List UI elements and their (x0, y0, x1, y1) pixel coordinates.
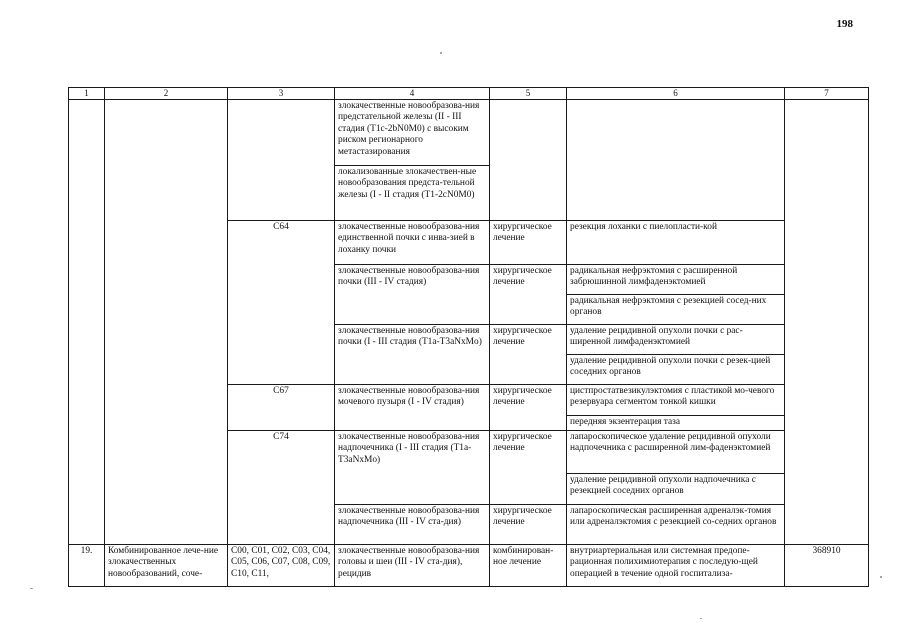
treatment-cell: хирургическое лечение (490, 325, 567, 385)
diagnosis-cell: злокачественные новообразова-ния мочевого пузыря (I - IV стадия) (335, 385, 490, 431)
scan-speck (700, 618, 702, 619)
treatment-cell: хирургическое лечение (490, 265, 567, 325)
scan-speck (30, 588, 33, 589)
medical-care-table (68, 87, 869, 587)
scan-speck (440, 52, 442, 54)
column-number: 6 (567, 88, 785, 100)
page-number: 198 (836, 18, 853, 30)
treatment-cell (490, 100, 567, 221)
column-number: 3 (228, 88, 335, 100)
code-cell (228, 100, 335, 221)
method-cell (567, 431, 785, 505)
scan-speck (880, 576, 882, 578)
group-cell: Комбинированное лече-ние злокачественных новообразований, соче- (105, 545, 228, 587)
price-cell: 368910 (785, 545, 869, 587)
method-cell: лапароскопическая расширенная адреналэк-томия или адреналэктомия с резекцией со-седних органов (567, 505, 785, 545)
diagnosis-cell: локализованные злокачествен-ные новообразования предста-тельной железы (I - II стадия (T1-2cN0M0) (335, 166, 490, 221)
column-number: 1 (69, 88, 105, 100)
column-number-row (69, 88, 869, 100)
method-cell (567, 325, 785, 385)
method-line: удаление рецидивной опухоли надпочечника с резекцией соседних органов (570, 475, 756, 497)
method-cell: внутриартериальная или системная предопе-рационная полихимиотерапия с последую-щей операцией в течение одной госпитализа- (567, 545, 785, 587)
treatment-cell: хирургическое лечение (490, 505, 567, 545)
diagnosis-cell: злокачественные новообразова-ния почки (I - III стадия (T1a-T3aNxMo) (335, 325, 490, 385)
method-cell: резекция лоханки с пиелопласти-кой (567, 221, 785, 265)
method-line: передняя экзентерация таза (570, 417, 681, 427)
method-cell (567, 265, 785, 325)
code-cell: C67 (228, 385, 335, 431)
method-line: лапароскопическое удаление рецидивной опухоли надпочечника с расширенной лим-фаденэктомией (567, 431, 784, 474)
table-row (69, 100, 869, 166)
method-line: радикальная нефрэктомия с резекцией сосед-них органов (570, 296, 767, 318)
number-cell (69, 100, 105, 545)
price-cell (785, 100, 869, 545)
column-number: 5 (490, 88, 567, 100)
diagnosis-cell: злокачественные новообразова-ния предстательной железы (II - III стадия (T1c-2bN0M0) с высоким риском регионарного метастазирования (335, 100, 490, 166)
number-cell: 19. (69, 545, 105, 587)
treatment-cell: хирургическое лечение (490, 431, 567, 505)
group-cell (105, 100, 228, 545)
diagnosis-cell: злокачественные новообразова-ния головы и шеи (III - IV ста-дия), рецидив (335, 545, 490, 587)
code-cell: C64 (228, 221, 335, 385)
method-line: цистпростатвезикулэктомия с пластикой мо-чевого резервуара сегментом тонкой кишки (567, 385, 784, 416)
method-line: удаление рецидивной опухоли почки с резек-цией соседних органов (570, 356, 771, 378)
method-line: радикальная нефрэктомия с расширенной забрюшинной лимфаденэктомией (567, 265, 784, 295)
code-cell: C74 (228, 431, 335, 545)
method-cell (567, 100, 785, 221)
diagnosis-cell: злокачественные новообразова-ния почки (III - IV стадия) (335, 265, 490, 325)
column-number: 4 (335, 88, 490, 100)
table-row (69, 545, 869, 587)
method-cell (567, 385, 785, 431)
column-number: 2 (105, 88, 228, 100)
treatment-cell: хирургическое лечение (490, 385, 567, 431)
diagnosis-cell: злокачественные новообразова-ния надпочечника (I - III стадия (T1a-T3aNxMo) (335, 431, 490, 505)
treatment-cell: комбинирован-ное лечение (490, 545, 567, 587)
code-cell: C00, C01, C02, C03, C04, C05, C06, C07, C08, C09, C10, C11, (228, 545, 335, 587)
column-number: 7 (785, 88, 869, 100)
treatment-cell: хирургическое лечение (490, 221, 567, 265)
method-line: удаление рецидивной опухоли почки с рас-ширенной лимфаденэктомией (567, 325, 784, 355)
diagnosis-cell: злокачественные новообразова-ния надпочечника (III - IV ста-дия) (335, 505, 490, 545)
diagnosis-cell: злокачественные новообразова-ния единственной почки с инва-зией в лоханку почки (335, 221, 490, 265)
